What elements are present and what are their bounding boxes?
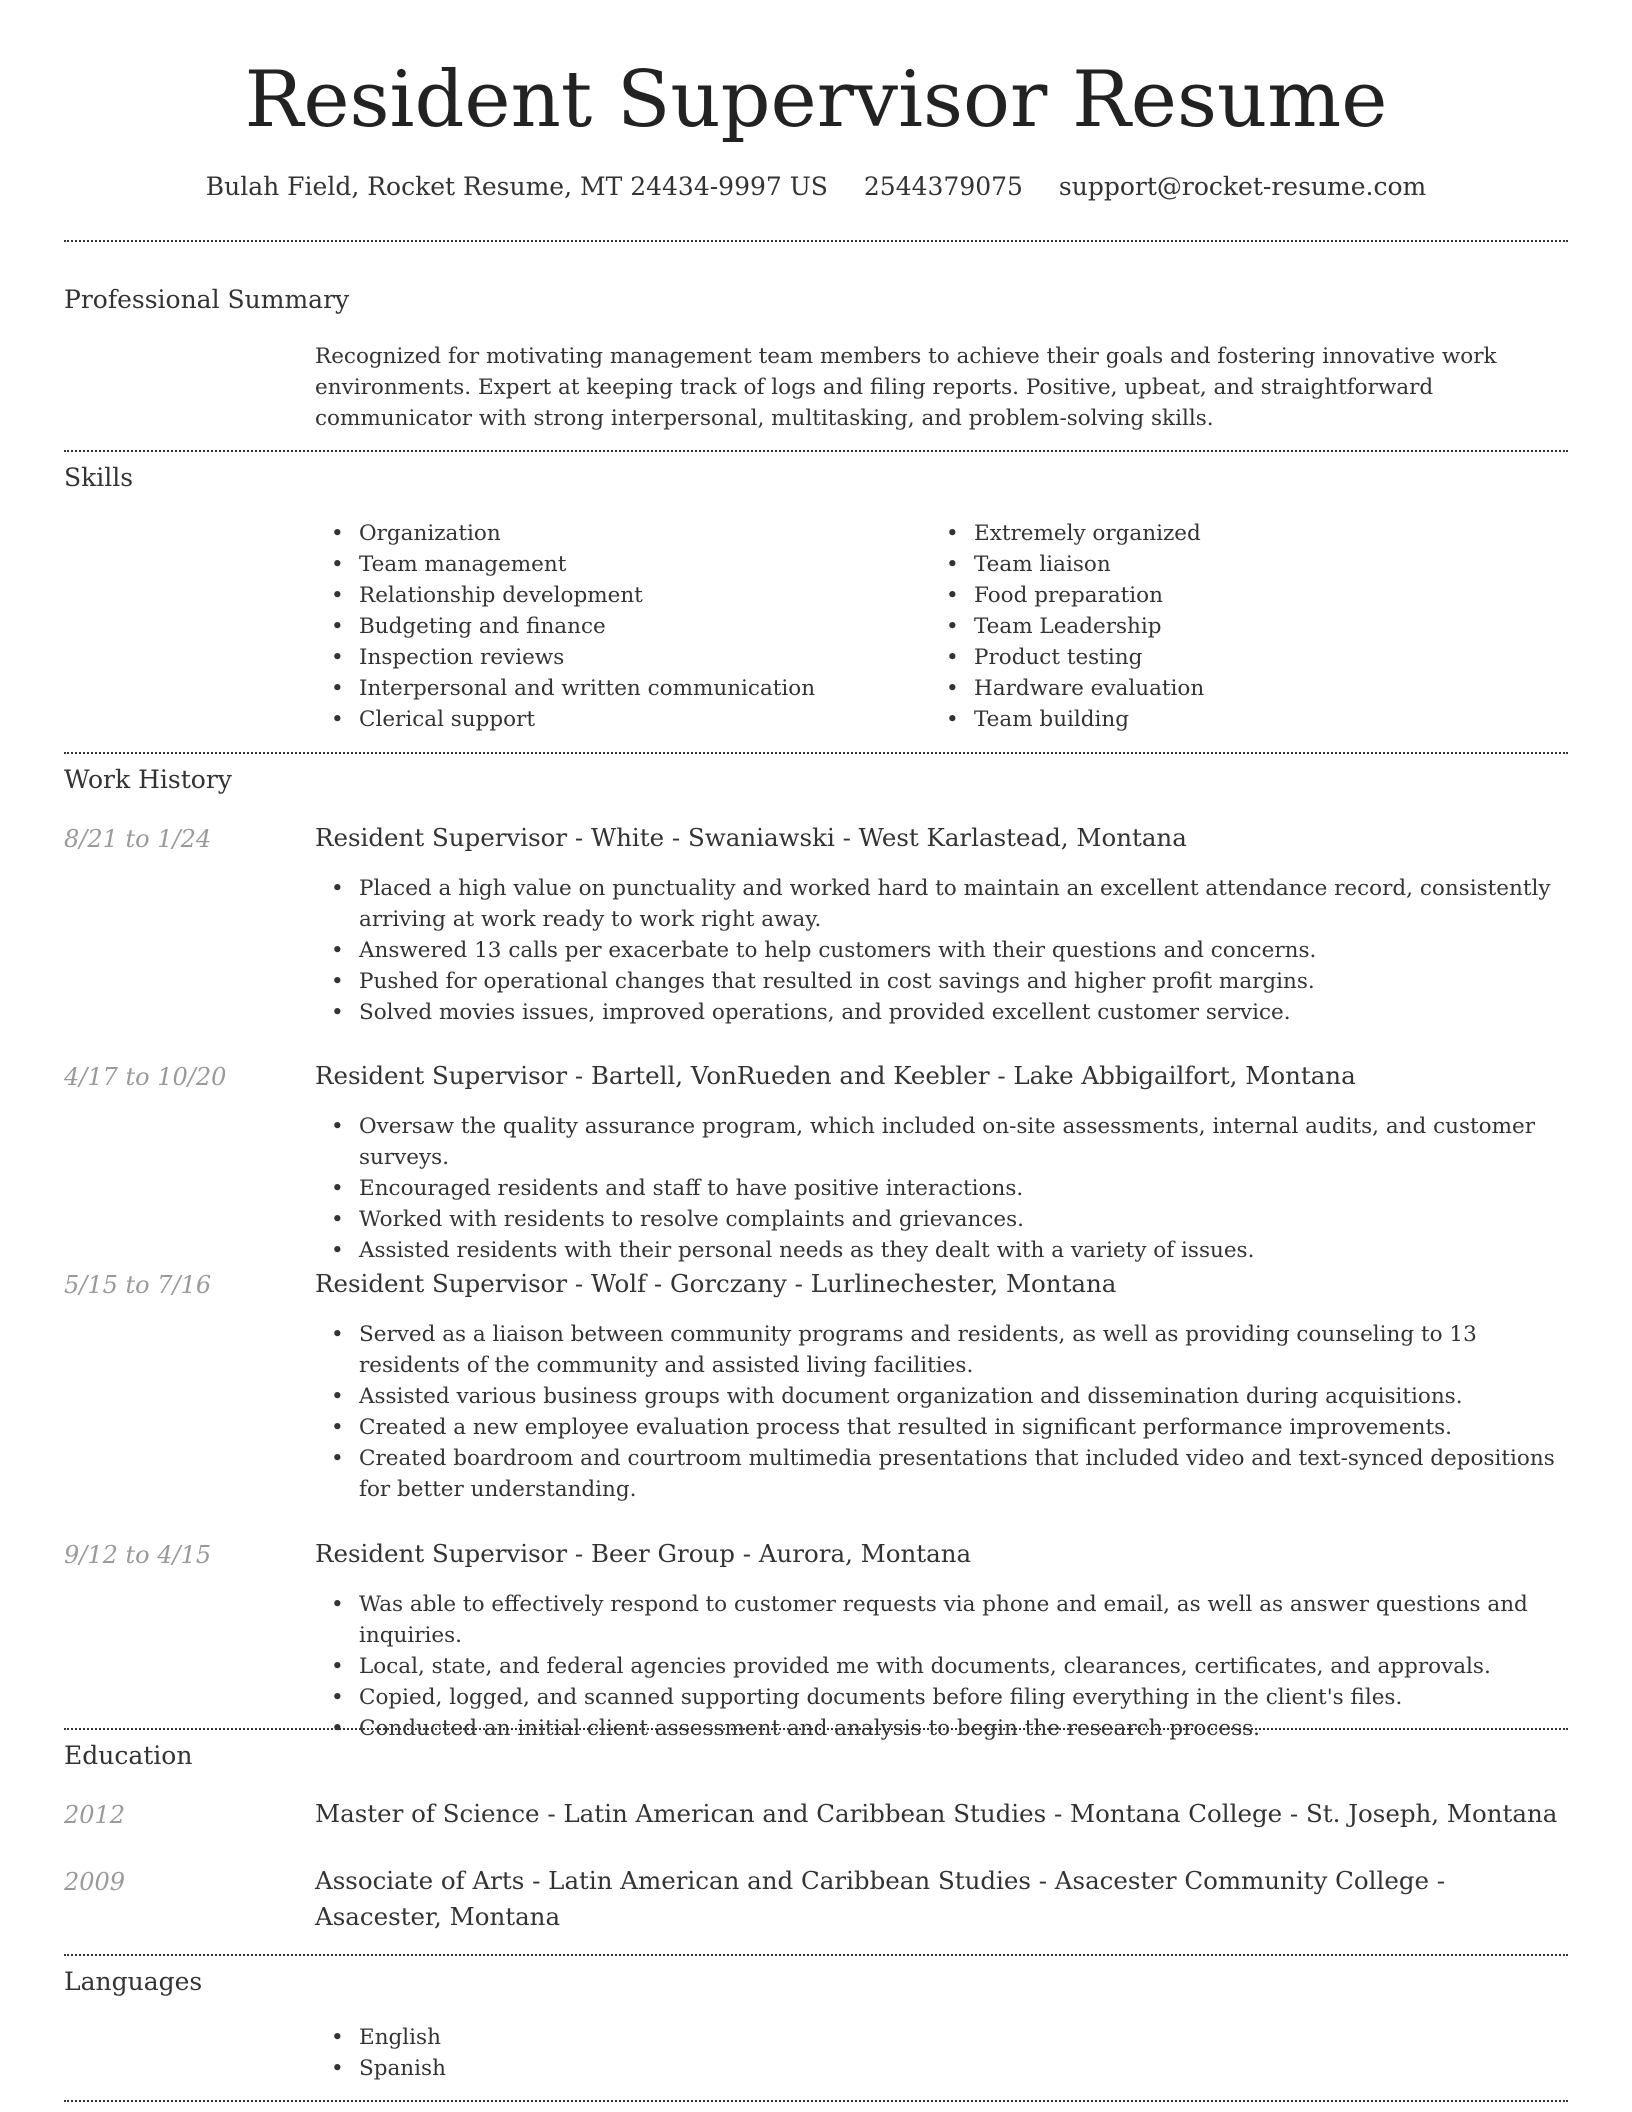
job-bullet: • Copied, logged, and scanned supporting documents before filing everything in the client's files. — [315, 1682, 1565, 1713]
job-title: Resident Supervisor - Beer Group - Aurora, Montana — [315, 1539, 972, 1568]
job-bullet: • Answered 13 calls per exacerbate to help customers with their questions and concerns. — [315, 935, 1565, 966]
job-bullets — [315, 1319, 1565, 1505]
education-year: 2012 — [64, 1801, 126, 1829]
job-bullet: • Solved movies issues, improved operations, and provided excellent customer service. — [315, 997, 1565, 1028]
section-divider — [64, 450, 1568, 452]
language-item: • Spanish — [315, 2053, 1565, 2084]
skill-item: • Team management — [315, 549, 915, 580]
contact-address: Bulah Field, Rocket Resume, MT 24434-9997 US — [205, 172, 828, 201]
contact-email: support@rocket-resume.com — [1058, 172, 1427, 201]
education-entry: Associate of Arts - Latin American and Caribbean Studies - Asacester Community College - Asacester, Montana — [315, 1866, 1446, 1931]
job-bullet: • Assisted various business groups with document organization and dissemination during acquisitions. — [315, 1381, 1565, 1412]
job-bullet: • Created a new employee evaluation process that resulted in significant performance improvements. — [315, 1412, 1565, 1443]
skill-item: • Extremely organized — [930, 518, 1530, 549]
skills-list-right — [930, 518, 1530, 735]
job-dates: 5/15 to 7/16 — [64, 1271, 212, 1299]
job-title: Resident Supervisor - White - Swaniawski - West Karlastead, Montana — [315, 823, 1187, 852]
skill-item: • Food preparation — [930, 580, 1530, 611]
summary-text: Recognized for motivating management team members to achieve their goals and fostering innovative work environments. Expert at keeping track of logs and filing reports. Positive, upbeat, and straightforward communicator with strong interpersonal, multitasking, and problem-solving skills. — [315, 344, 1497, 431]
section-divider — [64, 1954, 1568, 1956]
skill-item: • Inspection reviews — [315, 642, 915, 673]
skill-item: • Hardware evaluation — [930, 673, 1530, 704]
summary-heading: Professional Summary — [64, 285, 350, 314]
skill-item: • Clerical support — [315, 704, 915, 735]
skills-list-left — [315, 518, 915, 735]
job-dates: 9/12 to 4/15 — [64, 1541, 212, 1569]
skills-heading: Skills — [64, 463, 134, 492]
job-bullet: • Placed a high value on punctuality and worked hard to maintain an excellent attendance record, consistently arriving at work ready to work right away. — [315, 873, 1565, 935]
education-entry: Master of Science - Latin American and Caribbean Studies - Montana College - St. Joseph, Montana — [315, 1799, 1558, 1828]
job-bullet: • Oversaw the quality assurance program, which included on-site assessments, internal audits, and customer surveys. — [315, 1111, 1565, 1173]
job-dates: 4/17 to 10/20 — [64, 1063, 227, 1091]
contact-phone: 2544379075 — [863, 172, 1023, 201]
resume-title: Resident Supervisor Resume — [244, 55, 1388, 145]
skill-item: • Relationship development — [315, 580, 915, 611]
job-bullet: • Encouraged residents and staff to have positive interactions. — [315, 1173, 1565, 1204]
job-bullet: • Was able to effectively respond to customer requests via phone and email, as well as answer questions and inquiries. — [315, 1589, 1565, 1651]
job-bullets — [315, 1111, 1565, 1266]
skill-item: • Team Leadership — [930, 611, 1530, 642]
job-bullet: • Local, state, and federal agencies provided me with documents, clearances, certificates, and approvals. — [315, 1651, 1565, 1682]
section-divider — [64, 1728, 1568, 1730]
skill-item: • Team liaison — [930, 549, 1530, 580]
education-year: 2009 — [64, 1868, 126, 1896]
languages-heading: Languages — [64, 1967, 203, 1996]
contact-line — [0, 170, 1632, 204]
work-heading: Work History — [64, 765, 232, 794]
section-divider — [64, 2100, 1568, 2102]
skill-item: • Team building — [930, 704, 1530, 735]
job-bullet: • Created boardroom and courtroom multimedia presentations that included video and text-synced depositions for better understanding. — [315, 1443, 1565, 1505]
job-title: Resident Supervisor - Wolf - Gorczany - Lurlinechester, Montana — [315, 1269, 1117, 1298]
job-bullet: • Conducted an initial client assessment and analysis to begin the research process. — [315, 1713, 1565, 1744]
languages-list — [315, 2022, 1565, 2084]
language-item: • English — [315, 2022, 1565, 2053]
section-divider — [64, 752, 1568, 754]
job-title: Resident Supervisor - Bartell, VonRueden and Keebler - Lake Abbigailfort, Montana — [315, 1061, 1356, 1090]
section-divider — [64, 240, 1568, 242]
job-bullets — [315, 1589, 1565, 1744]
job-bullet: • Pushed for operational changes that resulted in cost savings and higher profit margins. — [315, 966, 1565, 997]
job-dates: 8/21 to 1/24 — [64, 825, 212, 853]
skill-item: • Interpersonal and written communication — [315, 673, 915, 704]
skill-item: • Budgeting and finance — [315, 611, 915, 642]
skill-item: • Product testing — [930, 642, 1530, 673]
job-bullet: • Worked with residents to resolve complaints and grievances. — [315, 1204, 1565, 1235]
skill-item: • Organization — [315, 518, 915, 549]
education-heading: Education — [64, 1741, 193, 1770]
job-bullet: • Served as a liaison between community programs and residents, as well as providing counseling to 13 residents of the community and assisted living facilities. — [315, 1319, 1565, 1381]
job-bullets — [315, 873, 1565, 1028]
job-bullet: • Assisted residents with their personal needs as they dealt with a variety of issues. — [315, 1235, 1565, 1266]
